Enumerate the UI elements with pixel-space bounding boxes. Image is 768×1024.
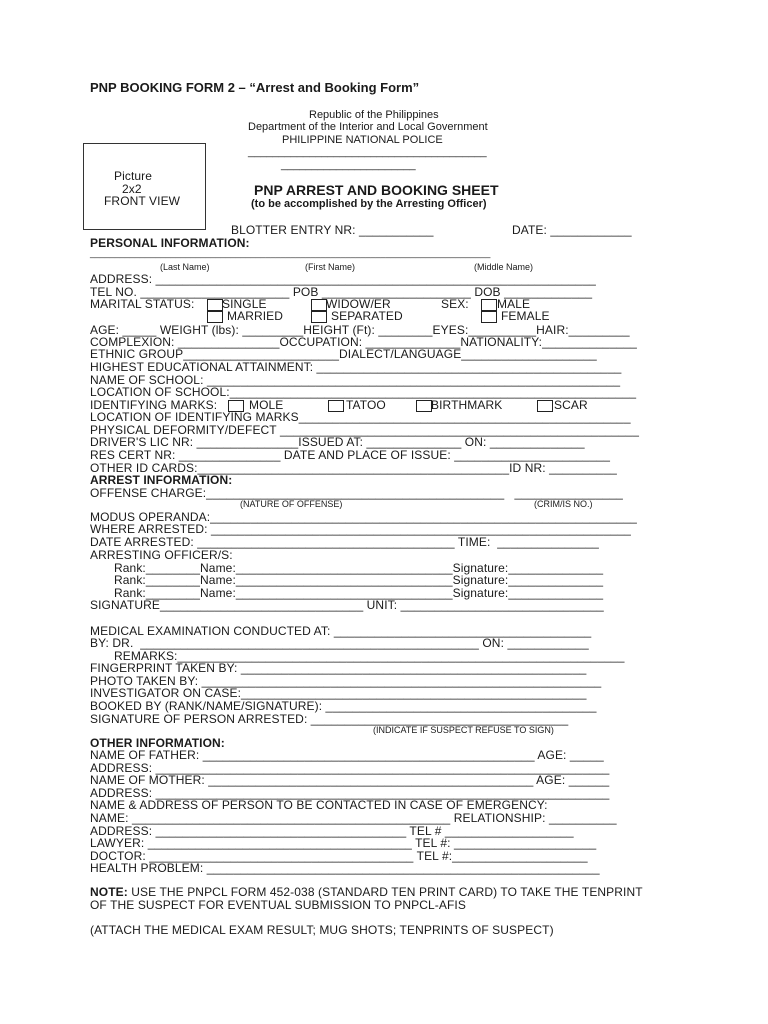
single-checkbox[interactable]: [207, 299, 223, 311]
mother-name-field[interactable]: NAME OF MOTHER: ________________________________________________ AGE: ______: [90, 773, 610, 787]
picture-label: Picture: [114, 169, 153, 183]
age-weight-height-field[interactable]: AGE: _____ WEIGHT (lbs): _________HEIGHT (Ft): ________EYES:__________HAIR:_________: [90, 323, 630, 337]
mole-label: MOLE: [249, 398, 284, 412]
birthmark-label: BIRTHMARK: [431, 398, 503, 412]
where-arrested-field[interactable]: WHERE ARRESTED: ______________________________________________________________: [90, 522, 631, 536]
header-line-1: _______________________________________: [248, 146, 487, 158]
last-name-label: (Last Name): [160, 262, 210, 272]
female-label: FEMALE: [501, 309, 550, 323]
separated-checkbox[interactable]: [311, 311, 327, 323]
married-label: MARRIED: [227, 309, 284, 323]
middle-name-label: (Middle Name): [474, 262, 534, 272]
booked-by-field[interactable]: BOOKED BY (RANK/NAME/SIGNATURE): ________________________________________: [90, 699, 597, 713]
refuse-note: (INDICATE IF SUSPECT REFUSE TO SIGN): [373, 725, 554, 735]
blotter-entry-field[interactable]: BLOTTER ENTRY NR: ___________: [231, 223, 434, 237]
picture-box: [83, 143, 206, 230]
sheet-title: PNP ARREST AND BOOKING SHEET: [254, 182, 499, 198]
offense-charge-field[interactable]: OFFENSE CHARGE:____________________________________________ ________________: [90, 486, 623, 500]
date-arrested-field[interactable]: DATE ARRESTED: ______________________________________ TIME: _______________: [90, 535, 599, 549]
picture-size: 2x2: [122, 182, 142, 196]
male-checkbox[interactable]: [481, 299, 497, 311]
fingerprint-taken-field[interactable]: FINGERPRINT TAKEN BY: ___________________________________________________: [90, 661, 587, 675]
picture-view: FRONT VIEW: [104, 194, 181, 208]
note-text: USE THE PNPCL FORM 452-038 (STANDARD TEN PRINT CARD) TO TAKE THE TENPRINT: [127, 885, 643, 899]
remarks-field[interactable]: REMARKS:__________________________________________________________________: [114, 649, 625, 663]
school-location-field[interactable]: LOCATION OF SCHOOL:____________________________________________________________: [90, 385, 637, 399]
nature-of-offense-label: (NATURE OF OFFENSE): [240, 499, 343, 509]
medical-exam-field[interactable]: MEDICAL EXAMINATION CONDUCTED AT: ______________________________________: [90, 624, 592, 638]
signature-unit-field[interactable]: SIGNATURE______________________________ UNIT: ______________________________: [90, 598, 604, 612]
dilg-heading: Department of the Interior and Local Government: [248, 121, 488, 133]
male-label: MALE: [497, 297, 531, 311]
emergency-address-field[interactable]: ADDRESS: _____________________________________ TEL # ___________________: [90, 824, 574, 838]
note-line-2: OF THE SUSPECT FOR EVENTUAL SUBMISSION TO PNPCL-AFIS: [90, 898, 466, 912]
address-field[interactable]: ADDRESS: _________________________________________________________________: [90, 272, 596, 286]
tel-pob-dob-field[interactable]: TEL NO. ______________________ POB ______________________ DOB _____________: [90, 285, 593, 299]
widower-label: WIDOW/ER: [326, 297, 391, 311]
doctor-field[interactable]: BY: DR. __________________________________________________ ON: ____________: [90, 636, 589, 650]
arresting-officers-label: ARRESTING OFFICER/S:: [90, 548, 233, 562]
ethnic-group-field[interactable]: ETHNIC GROUP_______________________DIALECT/LANGUAGE____________________: [90, 347, 597, 361]
tatoo-label: TATOO: [346, 398, 386, 412]
doctor-contact-field[interactable]: DOCTOR: _______________________________________ TEL #:____________________: [90, 849, 588, 863]
other-id-field[interactable]: OTHER ID CARDS:______________________________________________ID NR: __________: [90, 461, 617, 475]
drivers-license-field[interactable]: DRIVER'S LIC NR: _______________ISSUED AT: ______________ ON: ______________: [90, 435, 585, 449]
marital-status-label: MARITAL STATUS:: [90, 297, 195, 311]
complexion-field[interactable]: COMPLEXION: _______________OCCUPATION: ______________NATIONALITY:______________: [90, 335, 637, 349]
first-name-label: (First Name): [305, 262, 355, 272]
education-field[interactable]: HIGHEST EDUCATIONAL ATTAINMENT: _____________________________________________: [90, 360, 622, 374]
other-info-heading: OTHER INFORMATION:: [90, 736, 225, 750]
form-title: PNP BOOKING FORM 2 – “Arrest and Booking Form”: [90, 80, 420, 95]
mother-address-field[interactable]: ADDRESS: ___________________________________________________________________: [90, 786, 610, 800]
photo-taken-field[interactable]: PHOTO TAKEN BY: ___________________________________________________________: [90, 674, 602, 688]
crim-is-label: (CRIM/IS NO.): [534, 499, 593, 509]
widower-checkbox[interactable]: [311, 299, 327, 311]
note-label: NOTE:: [90, 885, 128, 899]
father-address-field[interactable]: ADDRESS: ___________________________________________________________________: [90, 761, 610, 775]
name-field[interactable]: ________________________________________________________________________________: [90, 248, 491, 258]
signature-arrested-field[interactable]: SIGNATURE OF PERSON ARRESTED: ______________________________________: [90, 712, 569, 726]
modus-operanda-field[interactable]: MODUS OPERANDA:_______________________________________________________________: [90, 510, 637, 524]
date-field[interactable]: DATE: ____________: [512, 223, 632, 237]
sheet-subtitle: (to be accomplished by the Arresting Officer): [251, 198, 487, 210]
separated-label: SEPARATED: [331, 309, 403, 323]
officer-row-2[interactable]: Rank:________Name:________________________________Signature:______________: [114, 573, 604, 587]
single-label: SINGLE: [222, 297, 267, 311]
arrest-info-heading: ARREST INFORMATION:: [90, 473, 233, 487]
personal-info-heading: PERSONAL INFORMATION:: [90, 236, 250, 250]
note-line-1: [90, 886, 643, 898]
female-checkbox[interactable]: [481, 311, 497, 323]
health-problem-field[interactable]: HEALTH PROBLEM: __________________________________________________________: [90, 861, 600, 875]
scar-label: SCAR: [554, 398, 588, 412]
emergency-name-field[interactable]: NAME: _______________________________________________ RELATIONSHIP: __________: [90, 811, 617, 825]
pnp-heading: PHILIPPINE NATIONAL POLICE: [282, 134, 443, 146]
attach-note: (ATTACH THE MEDICAL EXAM RESULT; MUG SHOTS; TENPRINTS OF SUSPECT): [90, 923, 554, 937]
deformity-field[interactable]: PHYSICAL DEFORMITY/DEFECT _____________________________________________________: [90, 423, 639, 437]
lawyer-field[interactable]: LAWYER: _______________________________________ TEL #: _____________________: [90, 836, 597, 850]
investigator-field[interactable]: INVESTIGATOR ON CASE:___________________________________________________: [90, 686, 587, 700]
identifying-marks-label: IDENTIFYING MARKS:: [90, 398, 218, 412]
republic-heading: Republic of the Philippines: [309, 109, 439, 121]
officer-row-1[interactable]: Rank:________Name:________________________________Signature:______________: [114, 561, 604, 575]
school-name-field[interactable]: NAME OF SCHOOL: _____________________________________________________________: [90, 373, 621, 387]
father-name-field[interactable]: NAME OF FATHER: _________________________________________________ AGE: _____: [90, 748, 604, 762]
res-cert-field[interactable]: RES CERT NR: _______________ DATE AND PLACE OF ISSUE: _______________________: [90, 448, 611, 462]
sex-label: SEX:: [441, 297, 469, 311]
header-line-2: ______________________: [281, 159, 416, 171]
officer-row-3[interactable]: Rank:________Name:________________________________Signature:______________: [114, 586, 604, 600]
location-marks-field[interactable]: LOCATION OF IDENTIFYING MARKS_________________________________________________: [90, 410, 631, 424]
emergency-contact-label: NAME & ADDRESS OF PERSON TO BE CONTACTED IN CASE OF EMERGENCY:: [90, 798, 548, 812]
married-checkbox[interactable]: [207, 311, 223, 323]
